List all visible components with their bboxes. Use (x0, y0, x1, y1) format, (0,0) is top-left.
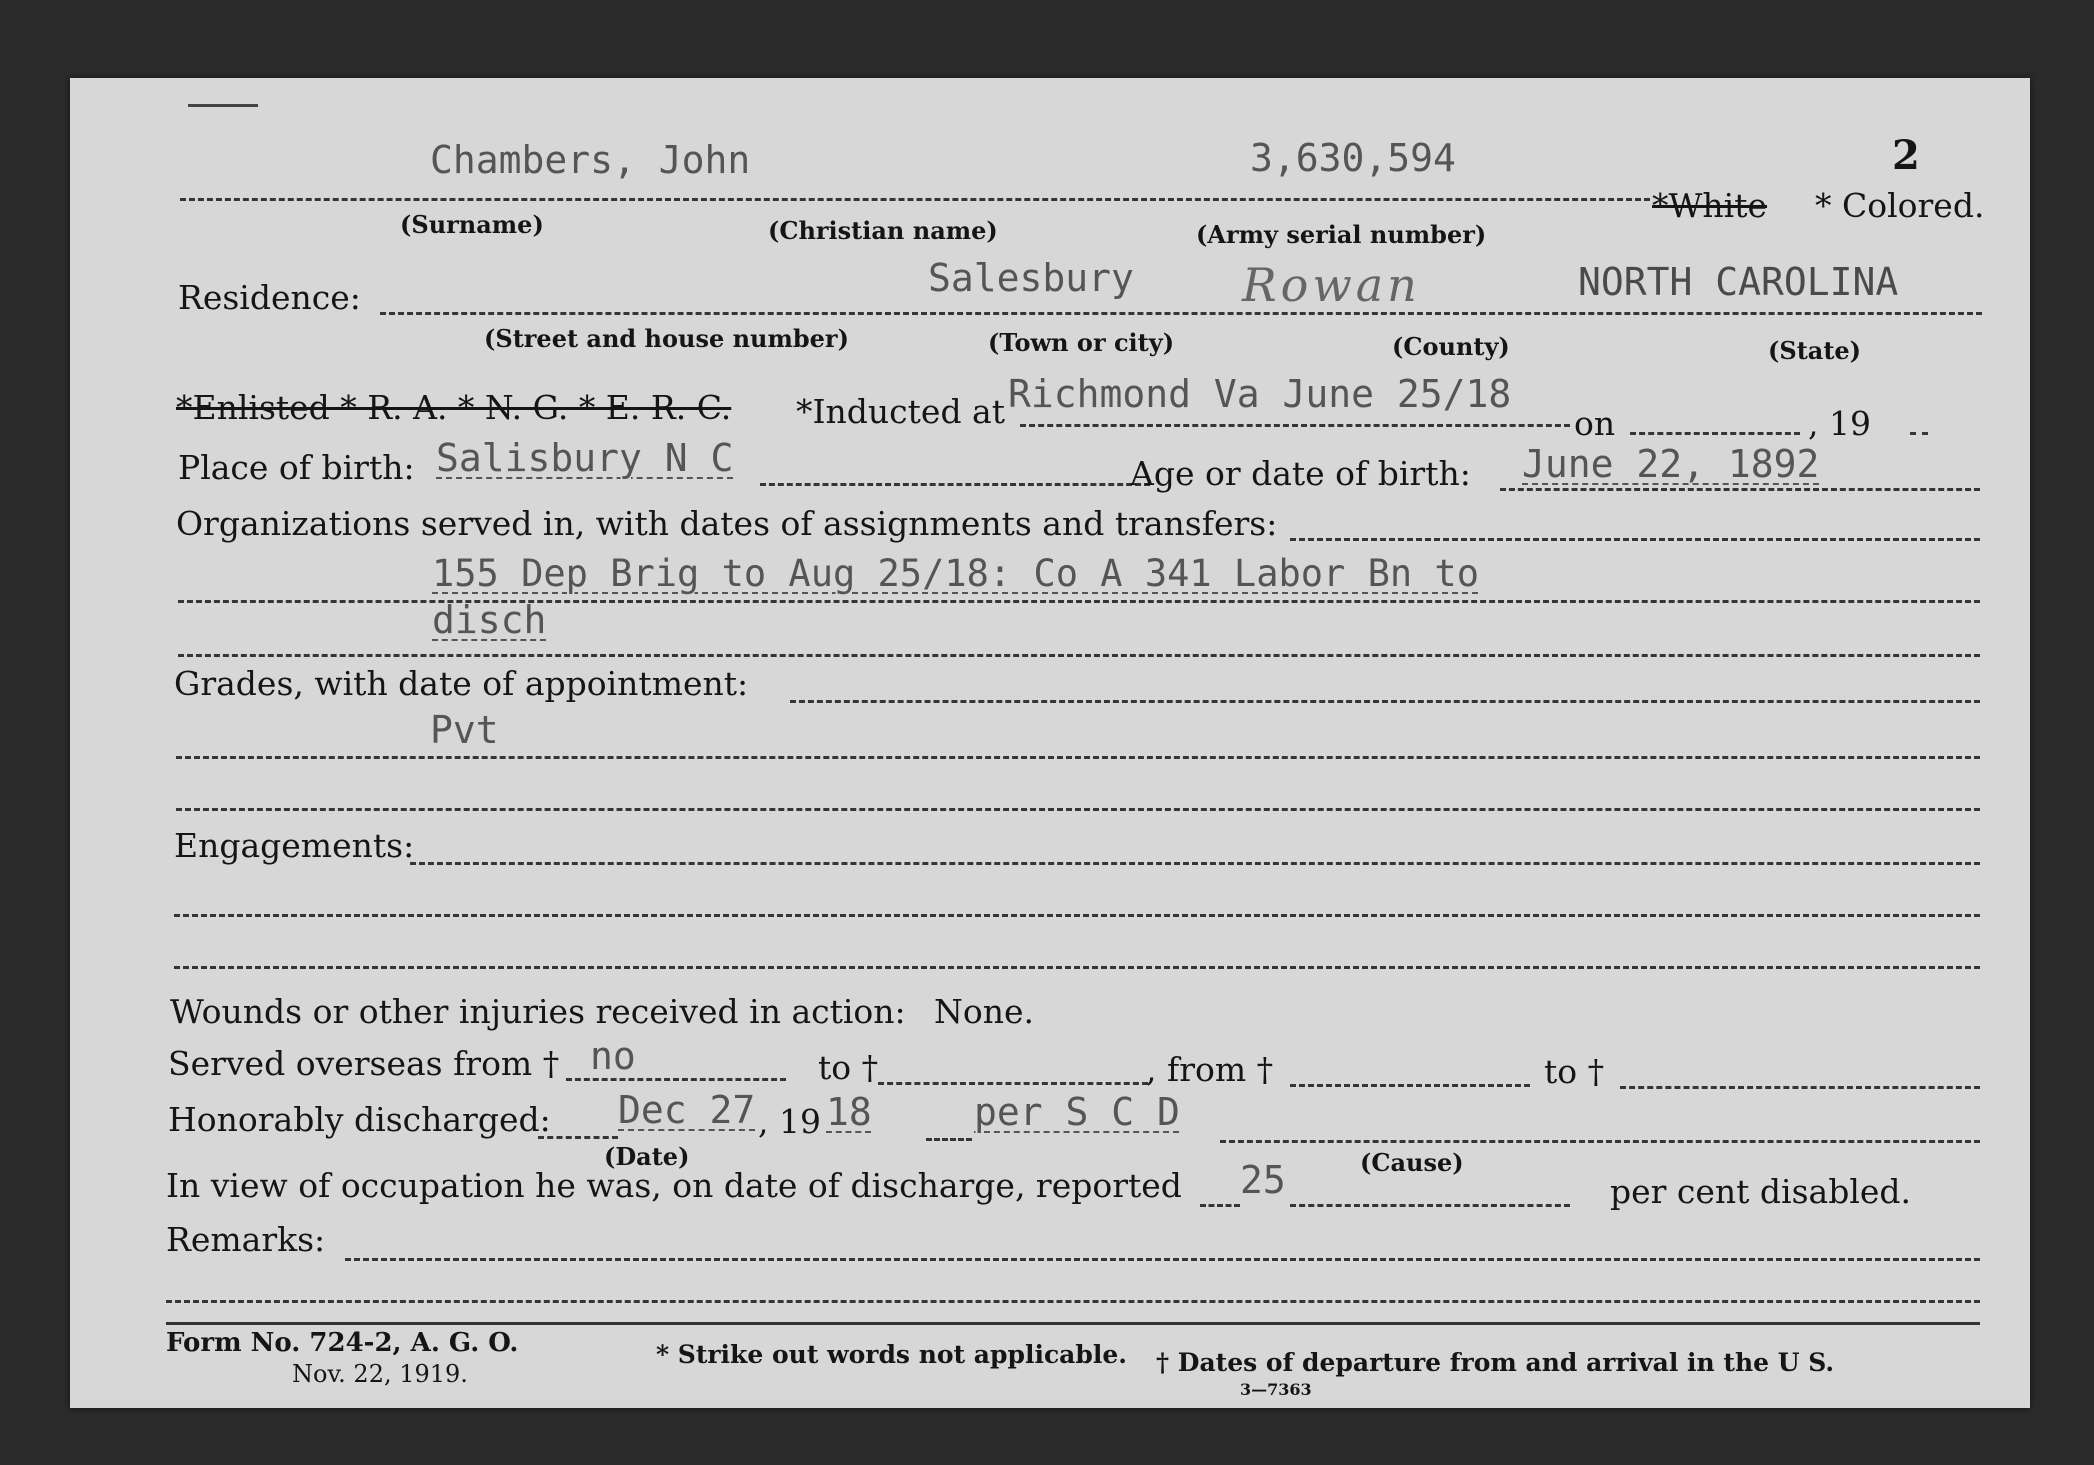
place-of-birth-label: Place of birth: (178, 448, 415, 487)
name-line (180, 198, 1650, 201)
disability-value: 25 (1240, 1158, 1286, 1202)
caption-cause: (Cause) (1360, 1148, 1464, 1177)
grades-label-line (790, 700, 1980, 703)
inducted-label: *Inducted at (796, 392, 1005, 431)
disability-pre-line (1200, 1204, 1240, 1207)
discharged-year-prefix: , 19 (758, 1102, 821, 1141)
form-date: Nov. 22, 1919. (292, 1360, 468, 1388)
overseas-from-label: Served overseas from † (168, 1044, 560, 1083)
on-label: on (1574, 404, 1616, 443)
strike-note: * Strike out words not applicable. (656, 1340, 1127, 1369)
remarks-rule-1 (166, 1300, 1980, 1303)
grades-rule-1 (176, 756, 1980, 759)
organizations-line-2: disch (432, 598, 547, 642)
overseas-to-label: to † (818, 1048, 879, 1087)
organizations-label-line (1290, 538, 1980, 541)
residence-label: Residence: (178, 278, 361, 317)
induction-place-date: Richmond Va June 25/18 (1008, 372, 1512, 416)
caption-date: (Date) (604, 1142, 690, 1171)
residence-line (380, 312, 1982, 315)
discharged-date-line (538, 1136, 618, 1139)
residence-town: Salesbury (928, 256, 1134, 300)
form-number: Form No. 724-2, A. G. O. (166, 1328, 519, 1358)
engagements-label: Engagements: (174, 826, 415, 865)
discharged-label: Honorably discharged: (168, 1100, 551, 1139)
caption-christian-name: (Christian name) (768, 216, 998, 245)
overseas-to2-label: to † (1544, 1052, 1605, 1091)
enlisted-struck: *Enlisted * R. A. * N. G. * E. R. C. (176, 388, 732, 427)
overseas-to-line (878, 1082, 1148, 1085)
induction-line (1020, 424, 1570, 427)
disability-suffix: per cent disabled. (1610, 1172, 1912, 1211)
residence-state: NORTH CAROLINA (1578, 260, 1899, 304)
overseas-to2-line (1620, 1086, 1980, 1089)
place-of-birth-value: Salisbury N C (436, 436, 734, 480)
discharged-cause-line (1220, 1140, 1980, 1143)
name-value: Chambers, John (430, 138, 751, 182)
wounds-label: Wounds or other injuries received in action: (170, 992, 906, 1031)
birth-date-line (1500, 488, 1980, 491)
print-code: 3—7363 (1240, 1380, 1312, 1399)
corner-mark (188, 104, 258, 107)
serial-number-value: 3,630,594 (1250, 136, 1456, 180)
grades-rule-2 (176, 808, 1980, 811)
organizations-rule-2 (178, 654, 1980, 657)
discharged-cause-pre-line (926, 1138, 972, 1141)
caption-town: (Town or city) (988, 328, 1175, 357)
engagements-label-line (410, 862, 1980, 865)
disability-label: In view of occupation he was, on date of discharge, reported (166, 1166, 1182, 1205)
overseas-from-line (566, 1078, 786, 1081)
organizations-line-1: 155 Dep Brig to Aug 25/18: Co A 341 Labor Bn to (432, 552, 1479, 595)
birth-date-value: June 22, 1892 (1522, 442, 1820, 486)
race-white-struck: *White (1652, 186, 1768, 225)
discharged-date-value: Dec 27 (618, 1088, 756, 1132)
footer-rule (166, 1322, 1980, 1325)
year-line (1910, 432, 1928, 435)
overseas-from2-label: , from † (1146, 1050, 1274, 1089)
discharged-cause-value: per S C D (974, 1090, 1180, 1134)
caption-county: (County) (1392, 332, 1510, 361)
grades-value: Pvt (430, 708, 499, 752)
on-line (1630, 432, 1800, 435)
service-record-card (70, 78, 2030, 1408)
discharged-year-suffix: 18 (826, 1090, 872, 1134)
age-label: Age or date of birth: (1130, 454, 1471, 493)
caption-serial-number: (Army serial number) (1196, 220, 1487, 249)
overseas-from-value: no (590, 1034, 636, 1078)
disability-line (1290, 1204, 1570, 1207)
year-label: , 19 (1808, 404, 1871, 443)
caption-street: (Street and house number) (484, 324, 849, 353)
remarks-label: Remarks: (166, 1220, 326, 1259)
place-of-birth-line (760, 483, 1150, 486)
organizations-label: Organizations served in, with dates of assignments and transfers: (176, 504, 1278, 543)
caption-surname: (Surname) (400, 210, 544, 239)
race-colored: * Colored. (1815, 186, 1985, 225)
engagements-rule-2 (174, 966, 1980, 969)
overseas-from2-line (1290, 1084, 1530, 1087)
remarks-label-line (345, 1258, 1980, 1261)
residence-county: Rowan (1242, 258, 1421, 312)
grades-label: Grades, with date of appointment: (174, 664, 749, 703)
dates-note: † Dates of departure from and arrival in the U S. (1156, 1348, 1835, 1377)
engagements-rule-1 (174, 914, 1980, 917)
wounds-value: None. (934, 992, 1035, 1031)
card-number: 2 (1892, 132, 1920, 179)
caption-state: (State) (1768, 336, 1862, 365)
